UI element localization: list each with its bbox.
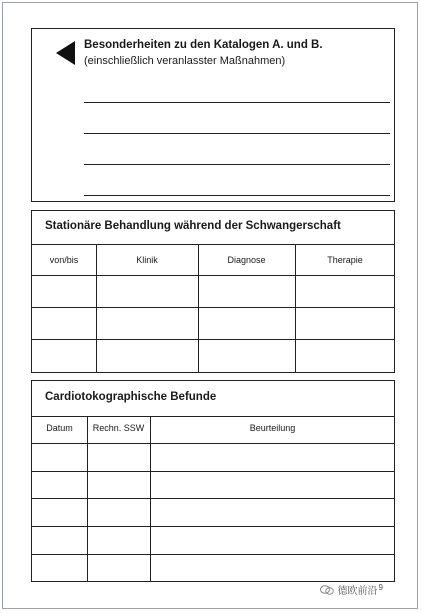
watermark-text: 德欧前沿: [337, 586, 378, 597]
left-triangle-icon: [56, 41, 75, 65]
catalog-notes-title: Besonderheiten zu den Katalogen A. und B.: [84, 39, 323, 51]
column-divider: [87, 416, 88, 582]
table-divider: [32, 307, 394, 308]
ctg-findings-title: Cardiotokographische Befunde: [45, 391, 217, 403]
ctg-findings-section: [31, 380, 395, 582]
column-header-datum: Datum: [46, 423, 73, 433]
stationary-treatment-section: [31, 210, 395, 373]
table-divider: [32, 244, 394, 245]
catalog-notes-section: [31, 28, 395, 202]
stationary-treatment-title: Stationäre Behandlung während der Schwangerschaft: [45, 220, 341, 232]
footer: [320, 582, 383, 597]
wechat-icon: [320, 585, 334, 595]
column-header-rechn-ssw: Rechn. SSW: [92, 423, 145, 433]
column-header-diagnose: Diagnose: [227, 255, 266, 265]
form-page: [2, 2, 418, 609]
notes-line[interactable]: [84, 195, 390, 196]
column-header-von-bis: von/bis: [49, 255, 79, 265]
column-header-klinik: Klinik: [136, 255, 158, 265]
table-divider: [32, 275, 394, 276]
catalog-notes-subtitle: (einschließlich veranlasster Maßnahmen): [84, 55, 286, 67]
column-header-therapie: Therapie: [327, 255, 363, 265]
notes-line[interactable]: [84, 102, 390, 103]
table-divider: [32, 339, 394, 340]
page-number: 9: [378, 582, 383, 592]
column-divider: [150, 416, 151, 582]
notes-line[interactable]: [84, 164, 390, 165]
notes-line[interactable]: [84, 133, 390, 134]
column-header-beurteilung: Beurteilung: [249, 423, 296, 433]
